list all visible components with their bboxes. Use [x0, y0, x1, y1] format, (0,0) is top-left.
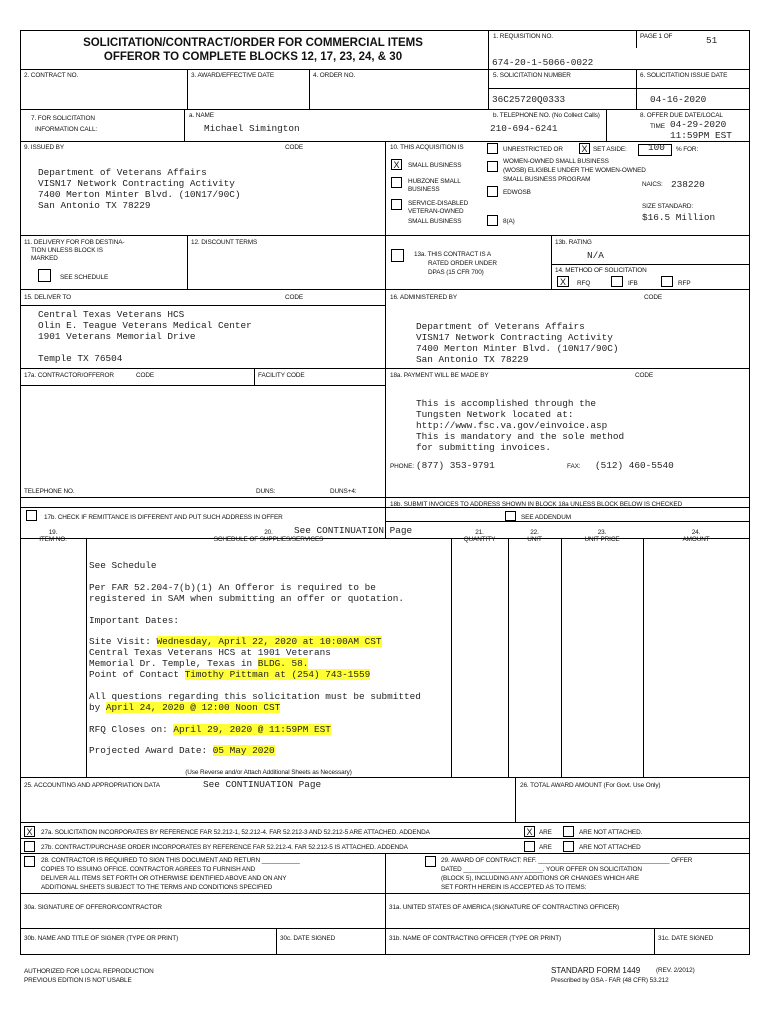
signature-officer-label: 31a. UNITED STATES OF AMERICA (SIGNATURE OF CONTRACTING OFFICER): [389, 904, 620, 911]
questions-deadline: April 24, 2020 @ 12:00 Noon CST: [105, 702, 281, 713]
27b-are-not-label: ARE NOT ATTACHED: [579, 844, 641, 851]
deliver-line-5: Temple TX 76504: [38, 353, 123, 364]
prescribed-by: Prescribed by GSA - FAR (48 CFR) 53.212: [551, 977, 669, 984]
questions-line-2: by April 24, 2020 @ 12:00 Noon CST: [89, 702, 281, 713]
wosb-label-2: (WOSB) ELIGIBLE UNDER THE WOMEN-OWNED: [503, 167, 646, 174]
accounting-label: 25. ACCOUNTING AND APPROPRIATION DATA: [24, 782, 160, 789]
offer-due-time[interactable]: 11:59PM EST: [670, 130, 732, 141]
important-dates: Important Dates:: [89, 615, 180, 626]
telephone-value[interactable]: 210-694-6241: [490, 123, 558, 134]
admin-line-1: Department of Veterans Affairs: [416, 321, 585, 332]
admin-line-4: San Antonio TX 78229: [416, 354, 529, 365]
sdvosb-label-2: VETERAN-OWNED: [408, 208, 464, 215]
standard-form-name: STANDARD FORM 1449: [551, 966, 641, 975]
building-highlight: BLDG. 58.: [257, 658, 309, 669]
29-checkbox[interactable]: [425, 856, 436, 867]
admin-line-2: VISN17 Network Contracting Activity: [416, 332, 613, 343]
page-total: 51: [706, 35, 718, 46]
remittance-checkbox[interactable]: [26, 510, 37, 521]
28-line-2: COPIES TO ISSUING OFFICE. CONTRACTOR AGREES TO FURNISH AND: [41, 866, 256, 873]
issued-line-4: San Antonio TX 78229: [38, 200, 151, 211]
submit-invoices-label: 18b. SUBMIT INVOICES TO ADDRESS SHOWN IN BLOCK 18a UNLESS BLOCK BELOW IS CHECKED: [390, 501, 683, 508]
rfp-checkbox[interactable]: [661, 276, 673, 287]
authorized-reproduction: AUTHORIZED FOR LOCAL REPRODUCTION: [24, 968, 154, 975]
remittance-label: 17b. CHECK IF REMITTANCE IS DIFFERENT AND PUT SUCH ADDRESS IN OFFER: [44, 514, 283, 521]
payment-phone-label: PHONE:: [390, 463, 414, 470]
edwosb-checkbox[interactable]: [487, 186, 498, 197]
solicitation-info-label-1: 7. FOR SOLICITATION: [31, 115, 95, 122]
delivery-label-2: TION UNLESS BLOCK IS: [31, 247, 103, 254]
sdvosb-label-1: SERVICE-DISABLED: [408, 200, 469, 207]
poc-highlight: Timothy Pittman at (254) 743-1559: [184, 669, 371, 680]
payment-fax-value: (512) 460-5540: [595, 460, 674, 471]
rfp-label: RFP: [678, 280, 691, 287]
projected-award-line: Projected Award Date: 05 May 2020: [89, 745, 275, 756]
see-schedule-label: SEE SCHEDULE: [60, 274, 109, 281]
27b-checkbox[interactable]: [24, 841, 35, 852]
contractor-telephone-label: TELEPHONE NO.: [24, 488, 75, 495]
contractor-code-label: CODE: [136, 372, 155, 379]
setaside-checkbox[interactable]: X: [579, 143, 590, 154]
small-business-checkbox[interactable]: X: [391, 159, 402, 170]
reverse-note: (Use Reverse and/or Attach Additional Sheets as Necessary): [185, 769, 352, 776]
rated-order-label-2: RATED ORDER UNDER: [428, 260, 497, 267]
signer-date-label: 30c. DATE SIGNED: [280, 935, 336, 942]
questions-line-1: All questions regarding this solicitation must be submitted: [89, 691, 421, 702]
hubzone-label-1: HUBZONE SMALL: [408, 178, 461, 185]
naics-label: NAICS:: [642, 181, 663, 188]
schedule-see-schedule: See Schedule: [89, 560, 157, 571]
acquisition-label: 10. THIS ACQUISITION IS: [390, 144, 464, 151]
27a-label: 27a. SOLICITATION INCORPORATES BY REFERENCE FAR 52.212-1, 52.212-4. FAR 52.212-3 AND 52.212-5 ARE ATTACHED. ADDENDA: [41, 829, 430, 836]
28-line-1: 28. CONTRACTOR IS REQUIRED TO SIGN THIS DOCUMENT AND RETURN ___________: [41, 857, 300, 864]
eight-a-checkbox[interactable]: [487, 215, 498, 226]
order-no-label: 4. ORDER NO.: [313, 72, 356, 79]
projected-award-date: 05 May 2020: [212, 745, 275, 756]
rfq-closes-line: RFQ Closes on: April 29, 2020 @ 11:59PM EST: [89, 724, 331, 735]
payment-line-4: This is mandatory and the sole method: [416, 431, 625, 442]
facility-code-label: FACILITY CODE: [258, 372, 305, 379]
27b-are-not-checkbox[interactable]: [563, 841, 574, 852]
setaside-percent: 100: [648, 142, 665, 153]
solicitation-number-label: 5. SOLICITATION NUMBER: [493, 72, 571, 79]
rating-value[interactable]: N/A: [587, 250, 604, 261]
rated-order-checkbox[interactable]: [391, 249, 404, 262]
addendum-label: SEE ADDENDUM: [521, 514, 571, 521]
27a-are-label: ARE: [539, 829, 552, 836]
29-line-2: DATED _______________________. YOUR OFFER ON SOLICITATION: [441, 866, 642, 873]
29-line-1: 29. AWARD OF CONTRACT: REF. ______________________________________ OFFER: [441, 857, 693, 864]
27a-checkbox[interactable]: X: [24, 826, 35, 837]
form-title-line2: OFFEROR TO COMPLETE BLOCKS 12, 17, 23, 24, & 30: [103, 51, 403, 63]
officer-date-label: 31c. DATE SIGNED: [658, 935, 714, 942]
issued-by-label: 9. ISSUED BY: [24, 144, 64, 151]
far-line-1: Per FAR 52.204-7(b)(1) An Offeror is required to be: [89, 582, 376, 593]
29-line-4: SET FORTH HEREIN IS ACCEPTED AS TO ITEMS:: [441, 884, 587, 891]
rated-order-label-1: 13a. THIS CONTRACT IS A: [414, 251, 492, 258]
delivery-label-1: 11. DELIVERY FOR FOB DESTINA-: [24, 239, 125, 246]
solicitation-number-value[interactable]: 36C25720Q0333: [492, 94, 566, 105]
27a-are-not-checkbox[interactable]: [563, 826, 574, 837]
col-23-label: UNIT PRICE: [584, 536, 620, 543]
col-20-label: SCHEDULE OF SUPPLIES/SERVICES: [213, 536, 324, 543]
wosb-label-3: SMALL BUSINESS PROGRAM: [503, 176, 591, 183]
col-22-num: 22.: [530, 529, 539, 536]
percent-for-label: % FOR:: [676, 146, 699, 153]
size-standard-label: SIZE STANDARD:: [642, 203, 694, 210]
rfq-label: RFQ: [577, 280, 591, 287]
size-standard-value[interactable]: $16.5 Million: [642, 212, 716, 223]
28-line-3: DELIVER ALL ITEMS SET FORTH OR OTHERWISE IDENTIFIED ABOVE AND ON ANY: [41, 875, 287, 882]
payment-line-2: Tungsten Network located at:: [416, 409, 574, 420]
payment-line-1: This is accomplished through the: [416, 398, 597, 409]
officer-name-label: 31b. NAME OF CONTRACTING OFFICER (TYPE OR PRINT): [389, 935, 562, 942]
site-visit-date: Wednesday, April 22, 2020 at 10:00AM CST: [156, 636, 382, 647]
solicitation-info-label-2: INFORMATION CALL:: [35, 126, 98, 133]
27a-are-not-label: ARE NOT ATTACHED.: [579, 829, 643, 836]
wosb-checkbox[interactable]: [487, 161, 498, 172]
see-schedule-checkbox[interactable]: [38, 269, 51, 282]
ifb-label: IFB: [628, 280, 638, 287]
small-business-label: SMALL BUSINESS: [408, 162, 462, 169]
award-date-label: 3. AWARD/EFFECTIVE DATE: [191, 72, 275, 79]
col-19-num: 19.: [48, 529, 58, 536]
rfq-checkbox[interactable]: X: [557, 276, 569, 287]
signer-name-label: 30b. NAME AND TITLE OF SIGNER (TYPE OR PRINT): [24, 935, 179, 942]
form-revision: (REV. 2/2012): [656, 967, 695, 974]
name-value[interactable]: Michael Simington: [204, 123, 300, 134]
payment-label: 18a. PAYMENT WILL BE MADE BY: [390, 372, 489, 379]
hubzone-checkbox[interactable]: [391, 177, 402, 188]
col-19-label: ITEM NO.: [39, 536, 67, 543]
solicitation-date-label: 6. SOLICITATION ISSUE DATE: [640, 72, 728, 79]
hubzone-label-2: BUSINESS: [408, 186, 440, 193]
naics-value[interactable]: 238220: [671, 179, 705, 190]
method-label: 14. METHOD OF SOLICITATION: [555, 267, 647, 274]
col-21-num: 21.: [475, 529, 484, 536]
deliver-code-label: CODE: [285, 294, 304, 301]
offer-due-label: 8. OFFER DUE DATE/LOCAL: [640, 112, 723, 119]
delivery-label-3: MARKED: [31, 255, 58, 262]
duns4-label: DUNS+4:: [330, 488, 357, 495]
deliver-line-3: 1901 Veterans Memorial Drive: [38, 331, 196, 342]
rated-order-label-3: DPAS (15 CFR 700): [428, 269, 484, 276]
form-title-line1: SOLICITATION/CONTRACT/ORDER FOR COMMERCIAL ITEMS: [83, 37, 423, 49]
central-line: Central Texas Veterans HCS at 1901 Veterans: [89, 647, 331, 658]
payment-fax-label: FAX:: [567, 463, 581, 470]
name-label: a. NAME: [189, 112, 214, 119]
sdvosb-label-3: SMALL BUSINESS: [408, 218, 462, 225]
deliver-to-label: 15. DELIVER TO: [24, 294, 72, 301]
col-24-num: 24.: [691, 529, 701, 536]
far-line-2: registered in SAM when submitting an offer or quotation.: [89, 593, 405, 604]
wosb-label-1: WOMEN-OWNED SMALL BUSINESS: [503, 158, 609, 165]
col-23-num: 23.: [597, 529, 607, 536]
27b-are-label: ARE: [539, 844, 552, 851]
contract-no-label: 2. CONTRACT NO.: [24, 72, 79, 79]
telephone-label: b. TELEPHONE NO. (No Collect Calls): [493, 112, 600, 119]
col-22-label: UNIT: [527, 536, 542, 543]
site-visit-line: Site Visit: Wednesday, April 22, 2020 at 10:00AM CST: [89, 636, 382, 647]
deliver-line-1: Central Texas Veterans HCS: [38, 309, 185, 320]
col-20-continuation: See CONTINUATION Page: [294, 525, 413, 536]
requisition-label: 1. REQUISITION NO.: [493, 33, 553, 40]
28-checkbox[interactable]: [24, 856, 35, 867]
sdvosb-checkbox[interactable]: [391, 199, 402, 210]
setaside-label: SET ASIDE:: [593, 146, 627, 153]
payment-code-label: CODE: [635, 372, 654, 379]
edwosb-label: EDWOSB: [503, 189, 531, 196]
accounting-value: See CONTINUATION Page: [203, 779, 322, 790]
col-21-label: QUANTITY: [463, 536, 496, 543]
payment-line-5: for submitting invoices.: [416, 442, 552, 453]
offer-due-time-label: TIME: [650, 123, 665, 130]
duns-label: DUNS:: [256, 488, 276, 495]
col-24-label: AMOUNT: [682, 536, 710, 543]
ifb-checkbox[interactable]: [611, 276, 623, 287]
unrestricted-checkbox[interactable]: [487, 143, 498, 154]
administered-by-label: 16. ADMINISTERED BY: [390, 294, 457, 301]
signature-offeror-label: 30a. SIGNATURE OF OFFEROR/CONTRACTOR: [24, 904, 162, 911]
contractor-label: 17a. CONTRACTOR/OFFEROR: [24, 372, 114, 379]
memorial-line: Memorial Dr. Temple, Texas in BLDG. 58.: [89, 658, 309, 669]
27b-are-checkbox[interactable]: [524, 841, 535, 852]
deliver-line-2: Olin E. Teague Veterans Medical Center: [38, 320, 252, 331]
issued-line-1: Department of Veterans Affairs: [38, 167, 207, 178]
issued-line-2: VISN17 Network Contracting Activity: [38, 178, 235, 189]
eight-a-label: 8(A): [503, 218, 515, 225]
issued-code-label: CODE: [285, 144, 304, 151]
offer-due-date[interactable]: 04-29-2020: [670, 119, 727, 130]
previous-edition: PREVIOUS EDITION IS NOT USABLE: [24, 977, 132, 984]
rfq-close-date: April 29, 2020 @ 11:59PM EST: [173, 724, 331, 735]
admin-line-3: 7400 Merton Minter Blvd. (10N17/90C): [416, 343, 619, 354]
payment-phone-value: (877) 353-9791: [416, 460, 495, 471]
payment-line-3: http://www.fsc.va.gov/einvoice.asp: [416, 420, 608, 431]
col-20-num: 20.: [264, 529, 273, 536]
total-award-label: 26. TOTAL AWARD AMOUNT (For Govt. Use Only): [520, 782, 661, 789]
requisition-value[interactable]: 674-20-1-5066-0022: [492, 57, 594, 68]
point-of-contact-line: Point of Contact Timothy Pittman at (254) 743-1559: [89, 669, 371, 680]
addendum-checkbox[interactable]: [505, 511, 516, 521]
27b-label: 27b. CONTRACT/PURCHASE ORDER INCORPORATES BY REFERENCE FAR 52.212-4. FAR 52.212-5 IS ATTACHED. ADDENDA: [41, 844, 408, 851]
admin-code-label: CODE: [644, 294, 663, 301]
issued-line-3: 7400 Merton Minter Blvd. (10N17/90C): [38, 189, 241, 200]
discount-terms-label: 12. DISCOUNT TERMS: [191, 239, 258, 246]
page-label: PAGE 1 OF: [640, 33, 673, 40]
29-line-3: (BLOCK 5), INCLUDING ANY ADDITIONS OR CHANGES WHICH ARE: [441, 875, 639, 882]
solicitation-date-value[interactable]: 04-16-2020: [650, 94, 707, 105]
27a-are-checkbox[interactable]: X: [524, 826, 535, 837]
unrestricted-label: UNRESTRICTED OR: [503, 146, 563, 153]
28-line-4: ADDITIONAL SHEETS SUBJECT TO THE TERMS AND CONDITIONS SPECIFIED: [41, 884, 273, 891]
rating-label: 13b. RATING: [555, 239, 592, 246]
